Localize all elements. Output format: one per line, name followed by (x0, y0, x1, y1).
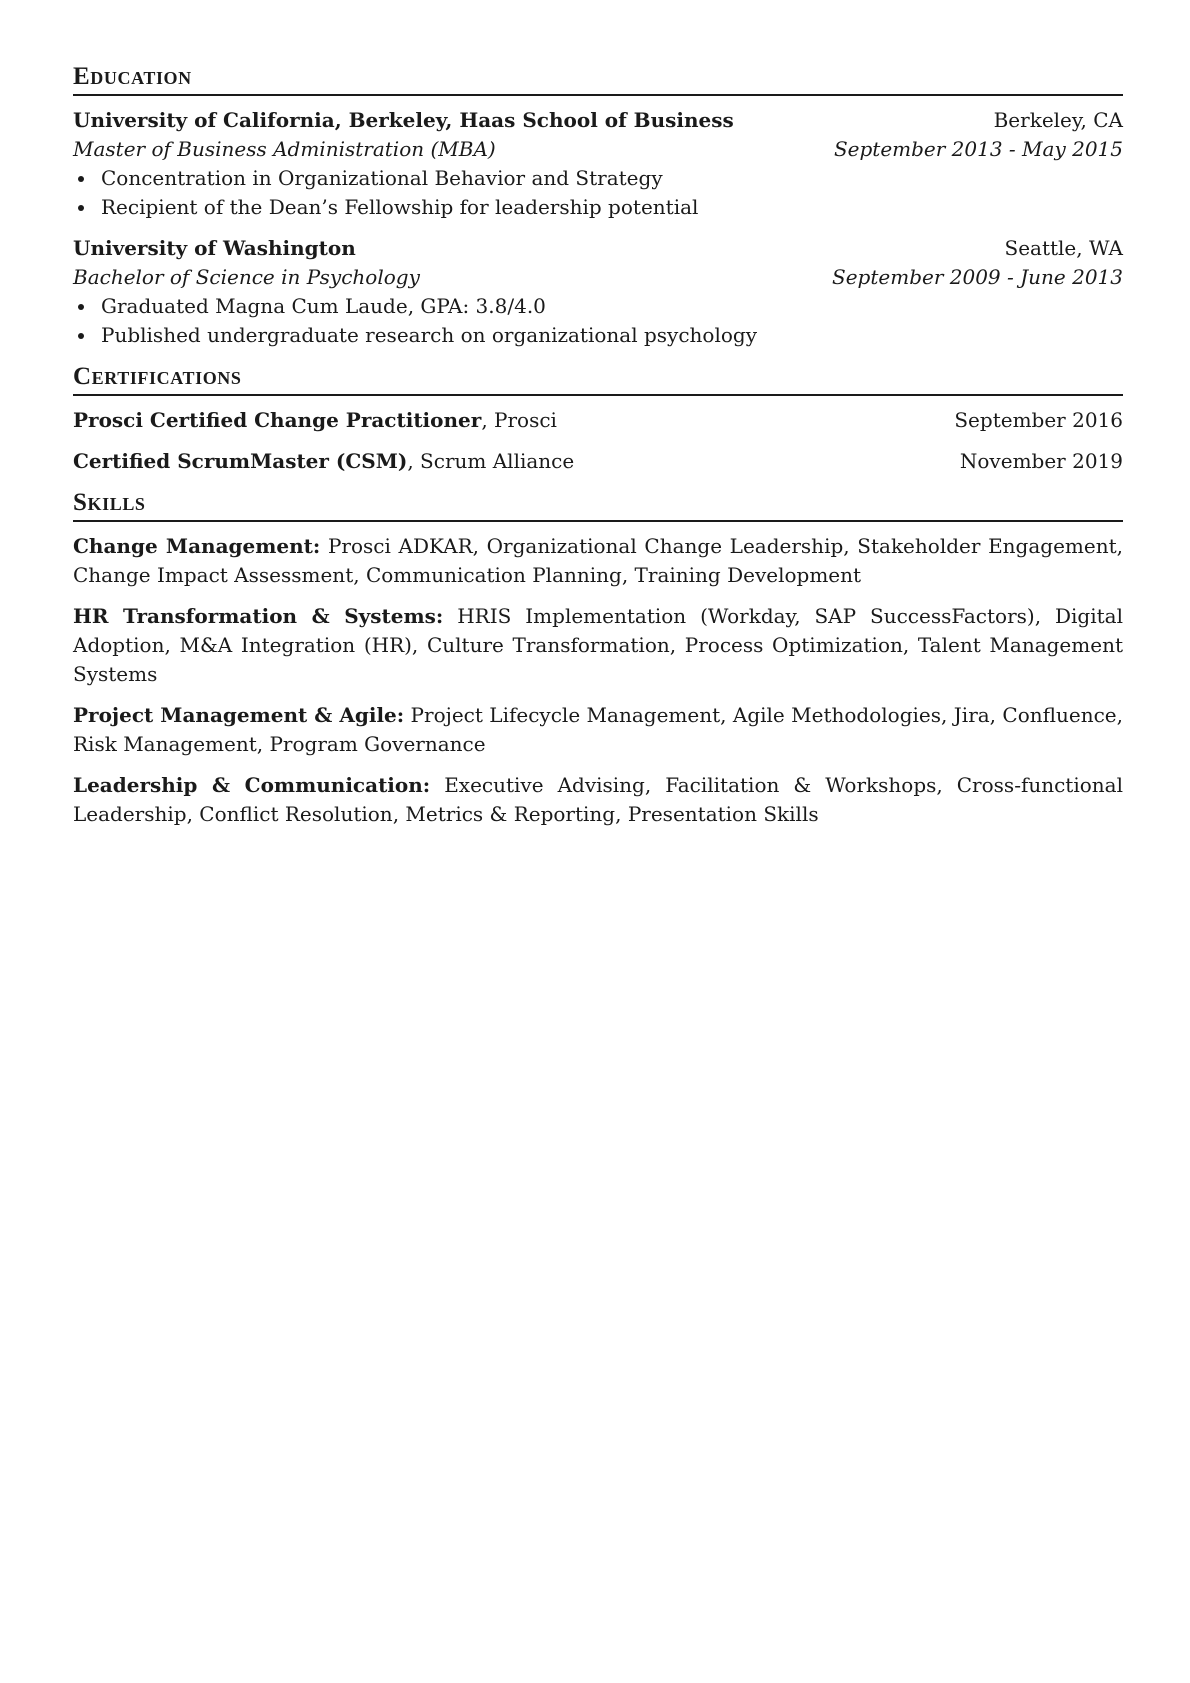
skill-group-text: Prosci ADKAR, Organizational Change Leadership, Stakeholder Engagement, Change Impact Assessment, Communication Planning, Training Development (73, 534, 1123, 587)
bullet-item (73, 193, 1123, 222)
bullet-text: Concentration in Organizational Behavior and Strategy (101, 166, 663, 190)
education-entry (73, 106, 1123, 222)
skill-group (73, 771, 1123, 829)
bullet-text: Recipient of the Dean’s Fellowship for leadership potential (101, 195, 699, 219)
education-entry (73, 234, 1123, 350)
skill-group-label: Change Management: (73, 534, 321, 558)
certification-name: Certified ScrumMaster (CSM) (73, 449, 408, 473)
bullet-item (73, 292, 1123, 321)
skill-group (73, 532, 1123, 590)
skill-group-text: HRIS Implementation (Workday, SAP SuccessFactors), Digital Adoption, M&A Integration (HR), Culture Transformation, Process Optimization, Talent Management Systems (73, 604, 1123, 686)
institution-location: Seattle, WA (1004, 236, 1123, 260)
skill-group-text: Executive Advising, Facilitation & Workshops, Cross-functional Leadership, Conflict Resolution, Metrics & Reporting, Presentation Skills (73, 773, 1123, 826)
certification-date: September 2016 (954, 408, 1123, 432)
institution-location: Berkeley, CA (993, 108, 1123, 132)
education-bullets (73, 164, 1123, 222)
skill-group-text: Project Lifecycle Management, Agile Methodologies, Jira, Confluence, Risk Management, Program Governance (73, 703, 1123, 756)
skill-group (73, 701, 1123, 759)
degree-name: Bachelor of Science in Psychology (73, 265, 420, 289)
bullet-icon (78, 205, 84, 211)
resume-page (73, 64, 1123, 843)
certification-item (73, 447, 1123, 476)
bullet-item (73, 164, 1123, 193)
skill-group (73, 602, 1123, 689)
education-heading: Education (73, 64, 1123, 96)
skill-group-label: Project Management & Agile: (73, 703, 405, 727)
certifications-heading: Certifications (73, 364, 1123, 396)
bullet-icon (78, 176, 84, 182)
certification-issuer: , Scrum Alliance (407, 449, 575, 473)
bullet-text: Graduated Magna Cum Laude, GPA: 3.8/4.0 (101, 294, 546, 318)
institution-name: University of Washington (73, 236, 356, 260)
skill-group-label: HR Transformation & Systems: (73, 604, 444, 628)
degree-dates: September 2013 - May 2015 (833, 137, 1123, 161)
bullet-item (73, 321, 1123, 350)
degree-dates: September 2009 - June 2013 (832, 265, 1123, 289)
bullet-text: Published undergraduate research on organizational psychology (101, 323, 757, 347)
degree-name: Master of Business Administration (MBA) (73, 137, 496, 161)
certification-issuer: , Prosci (481, 408, 557, 432)
skills-section (73, 490, 1123, 829)
institution-name: University of California, Berkeley, Haas School of Business (73, 108, 734, 132)
skill-group-label: Leadership & Communication: (73, 773, 431, 797)
education-bullets (73, 292, 1123, 350)
skills-heading: Skills (73, 490, 1123, 522)
certification-name: Prosci Certified Change Practitioner (73, 408, 482, 432)
education-section (73, 64, 1123, 350)
bullet-icon (78, 333, 84, 339)
certification-date: November 2019 (959, 449, 1123, 473)
certification-item (73, 406, 1123, 435)
certifications-section (73, 364, 1123, 476)
bullet-icon (78, 304, 84, 310)
